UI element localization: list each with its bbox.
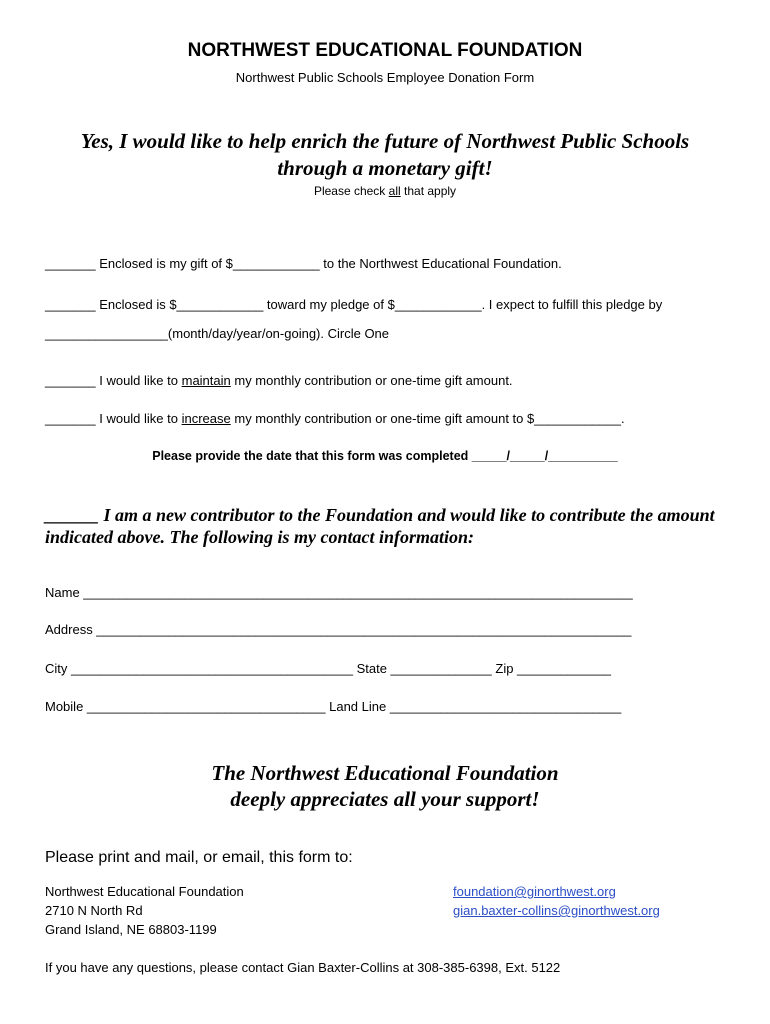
maintain-option[interactable]: [45, 373, 513, 388]
name-field[interactable]: Name ____________________________________________________________________________: [45, 585, 633, 600]
thanks-line-2: deeply appreciates all your support!: [230, 787, 540, 811]
new-contributor-option[interactable]: ______ I am a new contributor to the Foundation and would like to contribute the amount indicated above. The following is my contact information:: [45, 505, 715, 547]
check-all-instruction: [0, 184, 770, 198]
questions-contact: If you have any questions, please contact Gian Baxter-Collins at 308-385-6398, Ext. 5122: [45, 960, 561, 975]
form-title: NORTHWEST EDUCATIONAL FOUNDATION: [187, 40, 583, 61]
thanks-line-1: The Northwest Educational Foundation: [211, 761, 559, 785]
instruction-suffix: that apply: [400, 184, 457, 198]
headline-line-2: through a monetary gift!: [277, 156, 493, 180]
gift-option[interactable]: _______ Enclosed is my gift of $____________ to the Northwest Educational Foundation.: [45, 256, 562, 271]
address-org: Northwest Educational Foundation: [45, 884, 244, 899]
city-state-zip-fields[interactable]: City _______________________________________ State ______________ Zip _____________: [45, 661, 612, 676]
email-link-gian[interactable]: gian.baxter-collins@ginorthwest.org: [453, 903, 660, 918]
increase-prefix: _______ I would like to: [45, 411, 182, 426]
maintain-suffix: my monthly contribution or one-time gift amount.: [230, 373, 513, 388]
maintain-emphasis: maintain: [181, 373, 231, 388]
increase-emphasis: increase: [181, 411, 231, 426]
address-field[interactable]: Address __________________________________________________________________________: [45, 622, 632, 637]
address-city: Grand Island, NE 68803-1199: [45, 922, 217, 937]
completion-date-field[interactable]: Please provide the date that this form was completed _____/_____/__________: [152, 449, 618, 463]
headline-line-1: Yes, I would like to help enrich the future of Northwest Public Schools: [80, 129, 690, 153]
pledge-date-field[interactable]: _________________(month/day/year/on-going). Circle One: [45, 326, 390, 341]
increase-suffix: my monthly contribution or one-time gift amount to $____________.: [230, 411, 625, 426]
instruction-prefix: Please check: [313, 184, 389, 198]
form-subtitle: Northwest Public Schools Employee Donation Form: [235, 70, 535, 85]
pledge-option[interactable]: _______ Enclosed is $____________ toward my pledge of $____________. I expect to fulfill this pledge by: [45, 297, 663, 312]
instruction-emphasis: all: [388, 184, 401, 198]
maintain-prefix: _______ I would like to: [45, 373, 182, 388]
email-link-foundation[interactable]: foundation@ginorthwest.org: [453, 884, 616, 899]
increase-option[interactable]: [45, 411, 625, 426]
phone-fields[interactable]: Mobile _________________________________ Land Line ________________________________: [45, 699, 622, 714]
mailing-address: [45, 882, 244, 939]
email-list: [453, 882, 660, 920]
mail-heading: Please print and mail, or email, this form to:: [45, 849, 353, 866]
address-street: 2710 N North Rd: [45, 903, 143, 918]
